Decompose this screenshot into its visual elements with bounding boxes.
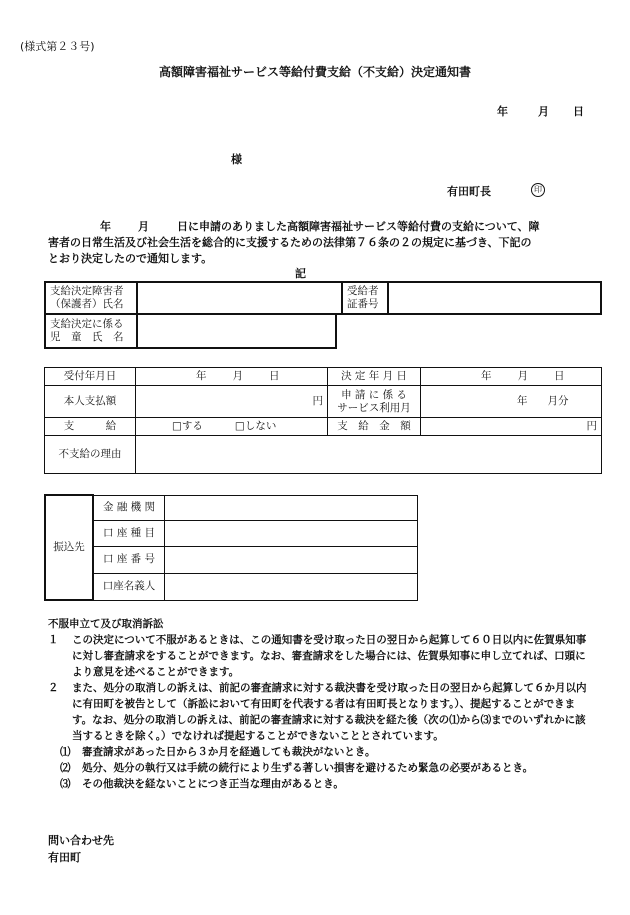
payment-label: 本人支払額 xyxy=(45,386,136,418)
appeal-sub-1: ⑴ 審査請求があった日から３か月を経過しても裁決がないとき。 xyxy=(60,746,376,758)
payment-value-cell[interactable]: 円 xyxy=(136,386,328,418)
appeal-sub-2: ⑵ 処分、処分の執行又は手続の続行により生ずる著しい損害を避けるため緊急の必要があるとき。 xyxy=(60,762,534,774)
issuer-name: 有田町長 xyxy=(447,185,491,198)
seal-mark: 印 xyxy=(531,183,545,197)
service-month-label: 申 請 に 係 る サービス利用月 xyxy=(328,386,421,418)
appeal-sub-3: ⑶ その他裁決を経ないことにつき正当な理由があるとき。 xyxy=(60,778,344,790)
appeal-item-2: ２ また、処分の取消しの訴えは、前記の審査請求に対する裁決書を受け取った日の翌日から起算して６か月以内に有田町を被告として（訴訟において有田町を代表する者は有田町長となります。）、提起することができます。なお、処分の取消しの訴えは、前記の審査請求に対する裁決を経た後（次の⑴から⑶までのいずれかに該当するときを除く。）でなければ提起することができないこととされています。 xyxy=(48,682,587,742)
account-type-value[interactable] xyxy=(165,520,418,546)
account-number-label: 口 座 番 号 xyxy=(93,546,165,573)
applicant-table xyxy=(44,281,602,315)
appeal-section xyxy=(48,616,588,792)
reason-value-cell[interactable] xyxy=(136,436,602,474)
decision-label: 決 定 年 月 日 xyxy=(328,368,421,386)
pay-choice-cell xyxy=(136,418,328,436)
appeal-heading: 不服申立て及び取消訴訟 xyxy=(48,618,164,630)
decision-date-cell[interactable]: 年 月 日 xyxy=(421,368,602,386)
contact-label: 問い合わせ先 xyxy=(48,834,114,847)
body-month: 月 xyxy=(138,220,149,233)
receipt-label: 受付年月日 xyxy=(45,368,136,386)
amount-label: 支 給 金 額 xyxy=(328,418,421,436)
cert-value-cell[interactable] xyxy=(388,282,601,314)
name-value-cell[interactable] xyxy=(137,282,342,314)
decision-table xyxy=(44,367,602,474)
date-day: 日 xyxy=(573,105,584,118)
child-table xyxy=(44,313,337,349)
pay-no-option[interactable]: □しない xyxy=(234,420,277,432)
pay-label: 支 給 xyxy=(45,418,136,436)
child-label-cell: 支給決定に係る 児 童 氏 名 xyxy=(45,314,137,348)
account-type-label: 口 座 種 目 xyxy=(93,520,165,546)
service-month-cell[interactable]: 年 月分 xyxy=(421,386,602,418)
ki-mark: 記 xyxy=(295,267,306,280)
bank-table xyxy=(44,494,418,601)
bank-row-value[interactable] xyxy=(165,495,418,520)
contact-org: 有田町 xyxy=(48,851,81,864)
recipient-suffix: 様 xyxy=(231,153,242,166)
body-line2: 害者の日常生活及び社会生活を総合的に支援するための法律第７６条の２の規定に基づき、下記の xyxy=(48,236,532,249)
name-label-cell: 支給決定障害者 （保護者）氏名 xyxy=(45,282,137,314)
child-value-cell[interactable] xyxy=(137,314,336,348)
cert-label-cell: 受給者 証番号 xyxy=(342,282,388,314)
reason-label: 不支給の理由 xyxy=(45,436,136,474)
amount-value-cell[interactable]: 円 xyxy=(421,418,602,436)
body-year: 年 xyxy=(100,220,111,233)
appeal-item-1: １ この決定について不服があるときは、この通知書を受け取った日の翌日から起算して６０日以内に佐賀県知事に対し審査請求をすることができます。なお、審査請求をした場合には、佐賀県知事に申し立てれば、口頭により意見を述べることができます。 xyxy=(48,634,587,678)
date-month: 月 xyxy=(538,105,549,118)
body-line1: 日に申請のありました高額障害福祉サービス等給付費の支給について、障 xyxy=(177,220,540,233)
bank-row-label: 金 融 機 関 xyxy=(93,495,165,520)
account-number-value[interactable] xyxy=(165,546,418,573)
receipt-date-cell[interactable]: 年 月 日 xyxy=(136,368,328,386)
pay-yes-option[interactable]: □する xyxy=(172,420,203,432)
document-title: 高額障害福祉サービス等給付費支給（不支給）決定通知書 xyxy=(158,65,471,79)
account-holder-label: 口座名義人 xyxy=(93,573,165,600)
transfer-label: 振込先 xyxy=(45,495,93,600)
account-holder-value[interactable] xyxy=(165,573,418,600)
form-number: (様式第２３号) xyxy=(20,40,95,53)
date-year: 年 xyxy=(497,105,508,118)
body-line3: とおり決定したので通知します。 xyxy=(48,252,213,265)
